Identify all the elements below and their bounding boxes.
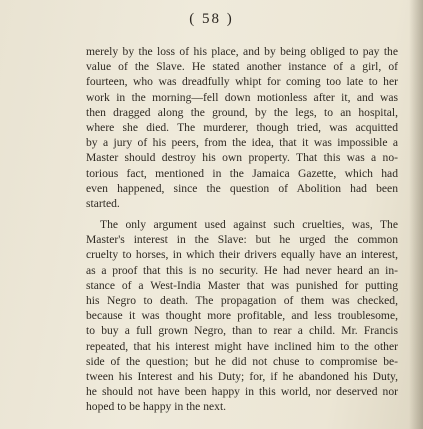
text-line: he should not have been happy in this world, nor deserved nor: [86, 385, 398, 399]
text-line: stance of a West-India Master that was punished for putting: [86, 278, 398, 292]
paragraph: [86, 44, 398, 211]
text-line: Master's interest in the Slave: but he urged the common: [86, 233, 398, 247]
text-line: torious fact, mentioned in the Jamaica Gazette, which had: [86, 166, 398, 180]
body-text: [86, 44, 398, 415]
text-line: side of the question; but he did not chuse to compromise be-: [86, 354, 398, 368]
text-line: because it was thought more profitable, and less troublesome,: [86, 309, 398, 323]
text-line: cruelty to horses, in which their drivers equally have an interest,: [86, 248, 398, 262]
paragraph: [86, 217, 398, 414]
page-number: ( 58 ): [189, 11, 234, 27]
text-line: hoped to be happy in the next.: [86, 400, 227, 414]
text-line: even happened, since the question of Abolition had been: [86, 181, 398, 195]
text-line: tween his Interest and his Duty; for, if he abandoned his Duty,: [86, 369, 398, 383]
text-line: as a proof that this is no security. He had never heard an in-: [86, 263, 398, 277]
text-line: merely by the loss of his place, and by being obliged to pay the: [86, 45, 398, 58]
text-line: started.: [86, 196, 120, 210]
text-line: repeated, that his interest might have inclined him to the other: [86, 339, 398, 353]
text-line: The only argument used against such cruelties, was, The: [100, 218, 398, 232]
text-line: then dragged along the ground, by the legs, to an hospital,: [86, 105, 398, 119]
text-line: where she died. The murderer, though tried, was acquitted: [86, 120, 398, 134]
text-line: fourteen, who was dreadfully whipt for coming too late to her: [86, 75, 398, 89]
text-line: value of the Slave. He stated another instance of a girl, of: [86, 60, 398, 74]
text-line: by a jury of his peers, from the idea, that it was impossible a: [86, 136, 398, 150]
page-gutter-shadow: [409, 0, 423, 429]
text-line: Master should destroy his own property. That this was a no-: [86, 151, 398, 165]
text-line: his Negro to death. The propagation of them was checked,: [86, 294, 398, 307]
text-line: to buy a full grown Negro, than to rear a child. Mr. Francis: [86, 324, 398, 338]
text-line: work in the morning—fell down motionless after it, and was: [86, 90, 398, 104]
